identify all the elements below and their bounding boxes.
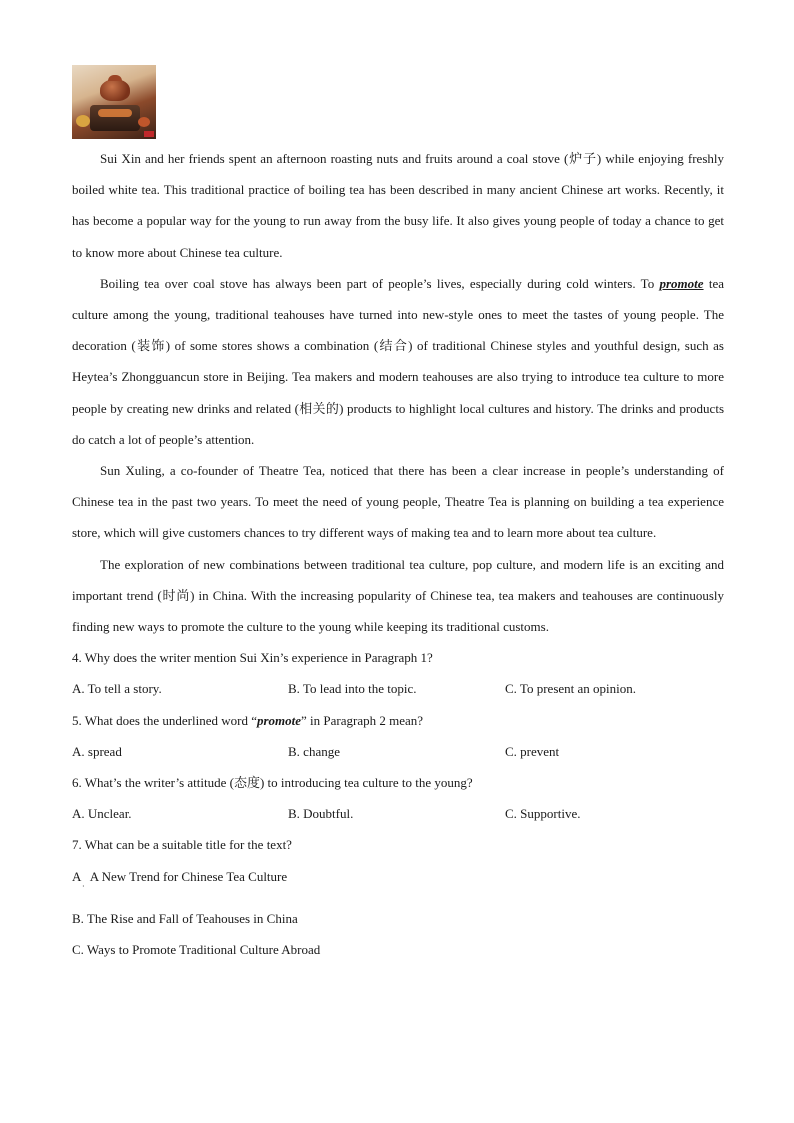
tea-stove-photo [72, 65, 156, 139]
question-6: 6. What’s the writer’s attitude (态度) to introducing tea culture to the young? [72, 775, 473, 791]
paragraph-1: Sui Xin and her friends spent an afternoon roasting nuts and fruits around a coal stove (炉子) while enjoying freshly boiled white tea. This traditional practice of boiling tea has been described in many ancient Chinese art works. Recently, it has become a popular way for the young to run away from the busy life. It also gives young people of today a chance to get to know more about Chinese tea culture. [72, 151, 724, 260]
question-4: 4. Why does the writer mention Sui Xin’s experience in Paragraph 1? [72, 650, 433, 666]
question-6-options [72, 798, 724, 829]
option-a: A. spread [72, 743, 122, 759]
option-c: C. prevent [505, 743, 560, 759]
question-7-option-b: B. The Rise and Fall of Teahouses in China [72, 910, 298, 926]
paragraph-2 [72, 268, 724, 455]
paragraph-3: Sun Xuling, a co-founder of Theatre Tea, noticed that there has been a clear increase in people’s understanding of Chinese tea in the past two years. To meet the need of young people, Theatre Tea is planning on building a tea experience store, which will give customers chances to try different ways of making tea and to learn more about tea culture. [72, 463, 724, 541]
question-5-stem-start: 5. What does the underlined word “ [72, 712, 257, 728]
question-5-word: promote [256, 712, 302, 728]
paragraph-2-rest: tea culture among the young, traditional teahouses have turned into new-style ones to meet the tastes of young people. The decoration (装饰) of some stores shows a combination (结合) of traditional Chinese styles and youthful design, such as Heytea’s Zhongguancun store in Beijing. Tea makers and modern teahouses are also trying to introduce tea culture to more people by creating new drinks and related (相关的) products to highlight local cultures and history. The drinks and products do catch a lot of people’s attention. [72, 275, 724, 447]
fruit-shape [76, 115, 90, 127]
option-a: A. Unclear. [72, 806, 132, 822]
option-c: C. Supportive. [505, 806, 581, 822]
option-c: C. To present an opinion. [505, 681, 637, 697]
stove-glow-shape [98, 109, 132, 117]
paragraph-4: The exploration of new combinations between traditional tea culture, pop culture, and modern life is an exciting and important trend (时尚) in China. With the increasing popularity of Chinese tea, tea makers and teahouses are continuously finding new ways to promote the culture to the young while keeping its traditional customs. [72, 556, 724, 635]
question-7-option-a [72, 861, 724, 903]
watermark-tag [144, 131, 154, 137]
question-4-options [72, 673, 724, 704]
stray-dot: · [82, 881, 85, 891]
option-a: A. To tell a story. [72, 681, 162, 697]
option-b: B. To lead into the topic. [288, 681, 417, 697]
fruit-shape [138, 117, 150, 127]
teapot-shape [100, 79, 130, 101]
question-5 [72, 705, 724, 736]
question-7: 7. What can be a suitable title for the text? [72, 837, 292, 853]
option-b: B. Doubtful. [288, 806, 354, 822]
paragraph-2-start: Boiling tea over coal stove has always been part of people’s lives, especially during cold winters. To [100, 275, 660, 291]
question-5-stem-end: ” in Paragraph 2 mean? [301, 712, 424, 728]
underlined-word-promote: promote [659, 275, 704, 291]
teapot-lid-shape [108, 75, 122, 81]
option-b: B. change [288, 743, 340, 759]
question-5-options [72, 736, 724, 767]
reading-passage [72, 143, 724, 965]
question-7-option-c: C. Ways to Promote Traditional Culture Abroad [72, 941, 321, 957]
option-a: A A New Trend for Chinese Tea Culture [72, 868, 288, 884]
